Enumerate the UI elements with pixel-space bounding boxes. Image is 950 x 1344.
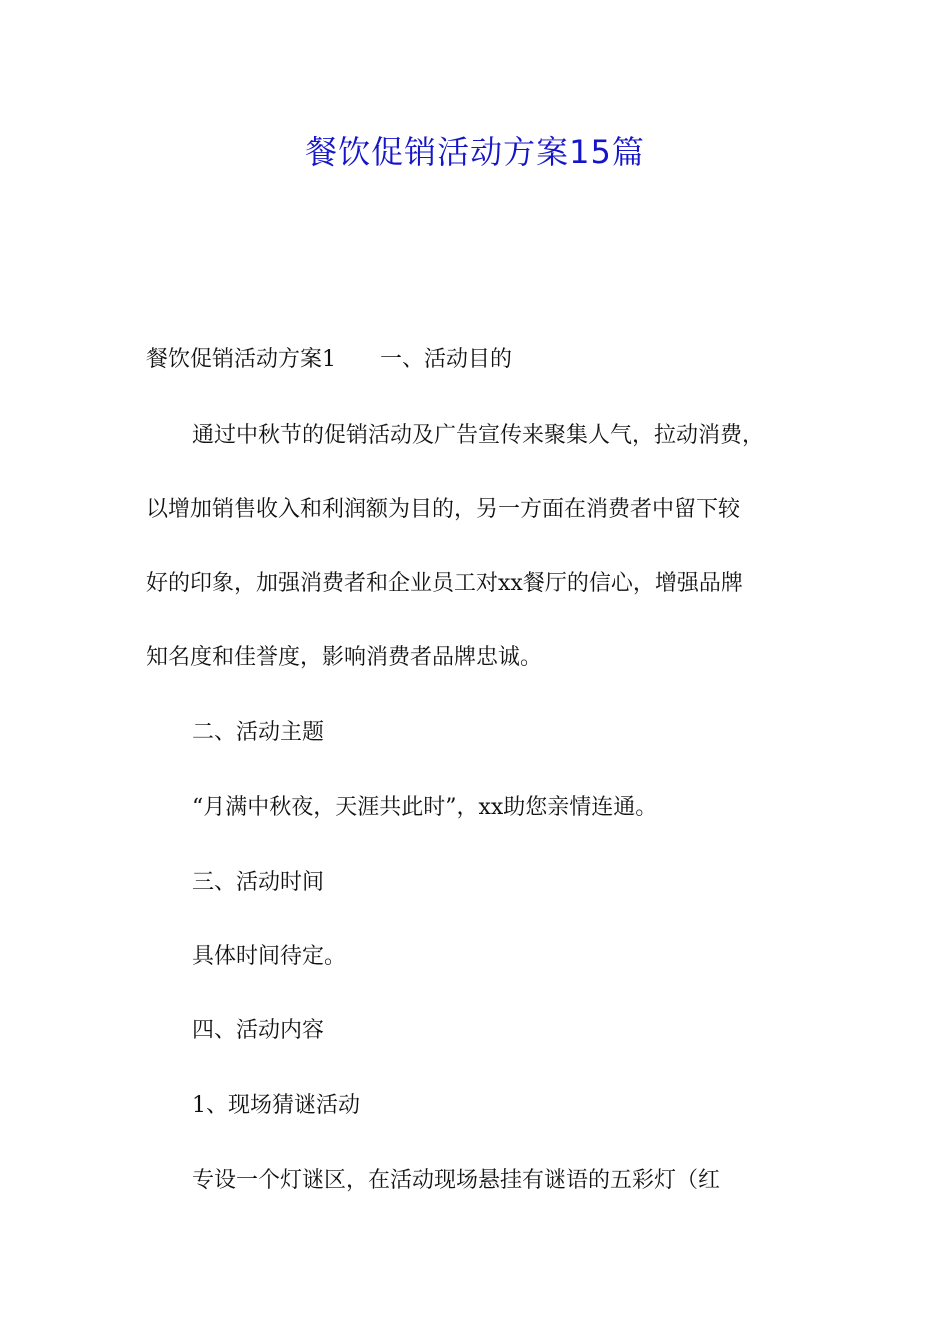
section-heading-line (146, 345, 826, 375)
heading-activity-theme: 二、活动主题 (192, 720, 325, 745)
heading-activity-time: 三、活动时间 (192, 870, 325, 895)
paragraph-line: 好的印象，加强消费者和企业员工对xx餐厅的信心，增强品牌 (146, 571, 743, 596)
section-label: 餐饮促销活动方案1 (146, 347, 336, 372)
time-text: 具体时间待定。 (192, 944, 347, 969)
subheading-riddle-activity: 1、现场猜谜活动 (192, 1093, 360, 1118)
page-title: 餐饮促销活动方案15篇 (305, 133, 645, 171)
paragraph-line: 知名度和佳誉度，影响消费者品牌忠诚。 (146, 645, 543, 670)
paragraph-line: 以增加销售收入和利润额为目的，另一方面在消费者中留下较 (146, 497, 741, 522)
paragraph-line: 通过中秋节的促销活动及广告宣传来聚集人气，拉动消费， (192, 423, 765, 448)
heading-activity-purpose: 一、活动目的 (380, 347, 513, 372)
heading-activity-content: 四、活动内容 (192, 1018, 325, 1043)
paragraph-line: 专设一个灯谜区，在活动现场悬挂有谜语的五彩灯（红 (192, 1168, 721, 1193)
theme-text: “月满中秋夜，天涯共此时”，xx助您亲情连通。 (192, 795, 658, 820)
